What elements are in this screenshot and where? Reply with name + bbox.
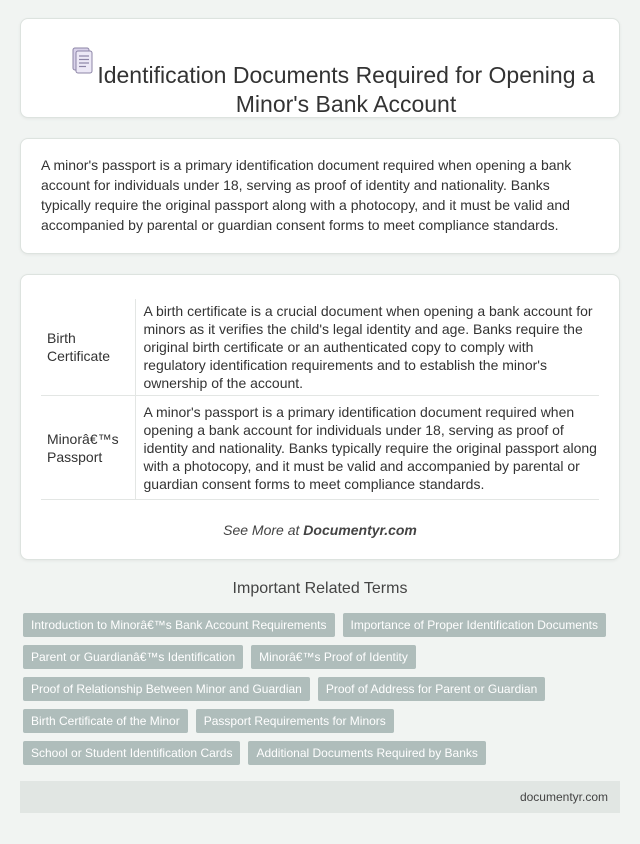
footer-site-link[interactable]: documentyr.com — [519, 790, 608, 804]
related-tag[interactable]: Passport Requirements for Minors — [196, 709, 394, 733]
table-description: A minor's passport is a primary identification document required when opening a bank account for individuals under 18, serving as proof of identity and nationality. Banks typically require the original passport along with a photocopy, and it must be valid and accompanied by parental or guardian consent forms to meet compliance standards. — [135, 396, 599, 500]
related-tag[interactable]: Proof of Relationship Between Minor and Guardian — [23, 677, 310, 701]
related-tag[interactable]: Parent or Guardianâ€™s Identification — [23, 645, 243, 669]
table-term: Birth Certificate — [41, 299, 135, 396]
document-icon — [71, 47, 93, 75]
see-more-text — [41, 522, 599, 538]
table-row — [41, 299, 599, 396]
intro-card — [20, 138, 620, 254]
table-row — [41, 396, 599, 500]
table-term: Minorâ€™s Passport — [41, 396, 135, 500]
intro-text: A minor's passport is a primary identification document required when opening a bank account for individuals under 18, serving as proof of identity and nationality. Banks typically require the original passport along with a photocopy, and it must be valid and accompanied by parental or guardian consent forms to meet compliance standards. — [41, 157, 572, 233]
related-tag[interactable]: Minorâ€™s Proof of Identity — [251, 645, 416, 669]
header-card — [20, 18, 620, 118]
related-tag[interactable]: Introduction to Minorâ€™s Bank Account Requirements — [23, 613, 335, 637]
related-tag[interactable]: School or Student Identification Cards — [23, 741, 240, 765]
table-description: A birth certificate is a crucial document when opening a bank account for minors as it verifies the child's legal identity and age. Banks require the original birth certificate or an authenticated copy to comply with regulatory identification requirements and to establish the minor's ownership of the account. — [135, 299, 599, 396]
related-tag[interactable]: Proof of Address for Parent or Guardian — [318, 677, 545, 701]
related-tag[interactable]: Birth Certificate of the Minor — [23, 709, 188, 733]
related-tag[interactable]: Importance of Proper Identification Documents — [343, 613, 606, 637]
page-title: Identification Documents Required for Opening a Minor's Bank Account — [97, 62, 595, 117]
related-terms-tags — [23, 613, 623, 773]
documents-table-card — [20, 274, 620, 560]
related-tag[interactable]: Additional Documents Required by Banks — [248, 741, 485, 765]
footer — [20, 781, 620, 813]
see-more-prefix: See More at — [223, 522, 304, 538]
related-terms-title: Important Related Terms — [232, 580, 408, 597]
see-more-link[interactable]: Documentyr.com — [303, 522, 417, 538]
documents-table — [41, 299, 599, 500]
